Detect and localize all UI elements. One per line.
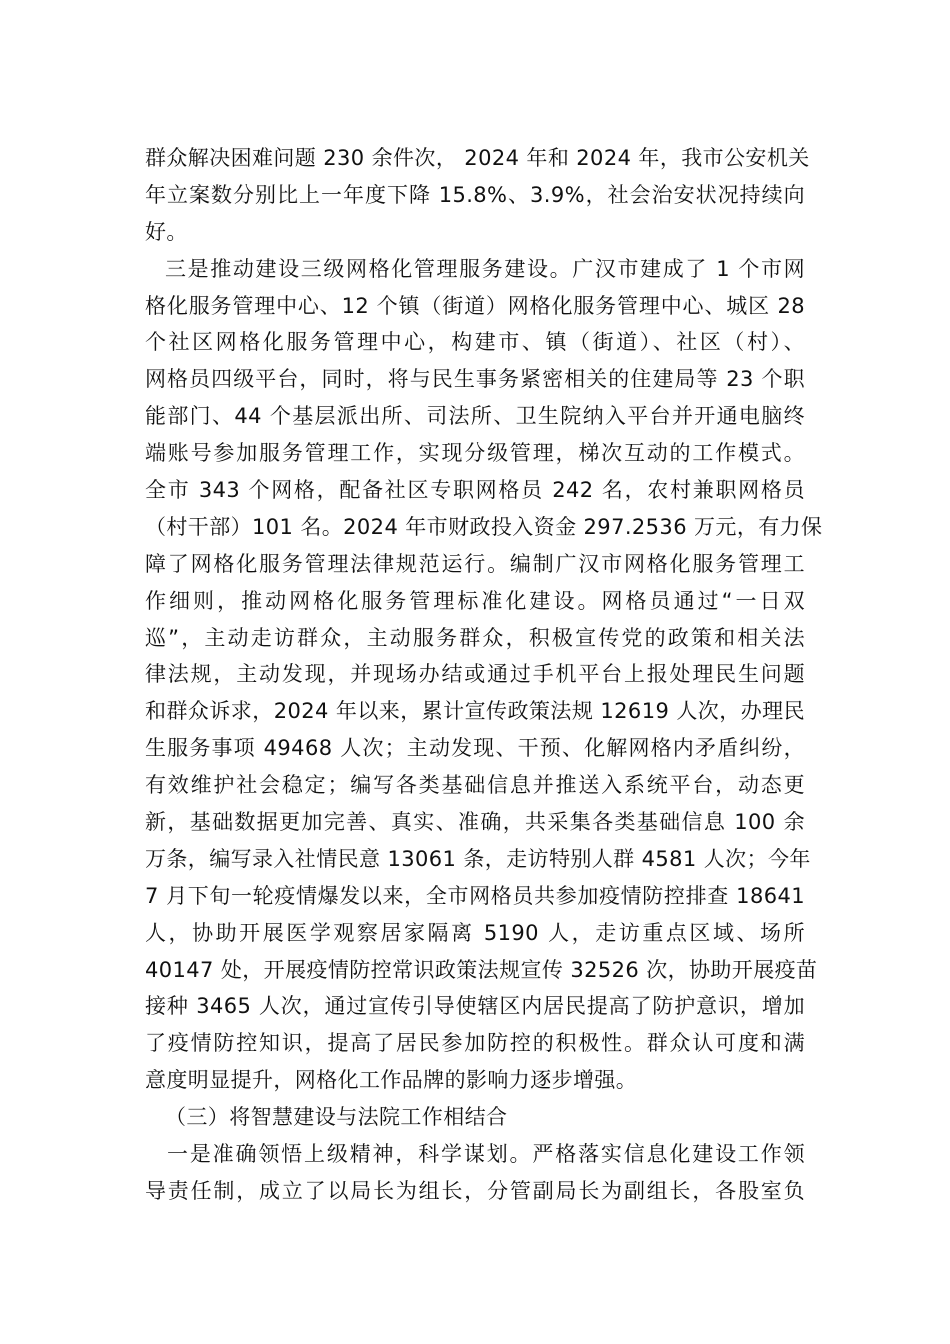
- text-line: 好。: [145, 219, 188, 244]
- text-line: 个社区网格化服务管理中心，构建市、镇（街道）、社区（村）、: [145, 330, 805, 355]
- text-line: 40147 处，开展疫情防控常识政策法规宣传 32526 次，协助开展疫苗: [145, 957, 818, 982]
- text-line: （村干部）101 名。2024 年市财政投入资金 297.2536 万元，有力保: [145, 514, 823, 539]
- text-line: 了疫情防控知识，提高了居民参加防控的积极性。群众认可度和满: [145, 1031, 805, 1056]
- text-line: 作细则，推动网格化服务管理标准化建设。网格员通过“一日双: [145, 588, 805, 613]
- text-line: 新，基础数据更加完善、真实、准确，共采集各类基础信息 100 余: [145, 810, 805, 835]
- text-line: 三是推动建设三级网格化管理服务建设。广汉市建成了 1 个市网: [165, 256, 805, 281]
- text-line: 接种 3465 人次，通过宣传引导使辖区内居民提高了防护意识，增加: [145, 994, 805, 1019]
- text-line: 人，协助开展医学观察居家隔离 5190 人，走访重点区域、场所: [145, 920, 805, 945]
- text-line: 网格员四级平台，同时，将与民生事务紧密相关的住建局等 23 个职: [145, 367, 805, 392]
- text-line: 生服务事项 49468 人次；主动发现、干预、化解网格内矛盾纠纷，: [145, 736, 805, 761]
- text-line: 端账号参加服务管理工作，实现分级管理，梯次互动的工作模式。: [145, 441, 805, 466]
- text-line: 群众解决困难问题 230 余件次， 2024 年和 2024 年，我市公安机关: [145, 146, 810, 170]
- text-line: 障了网格化服务管理法律规范运行。编制广汉市网格化服务管理工: [145, 551, 805, 576]
- text-line: 能部门、44 个基层派出所、司法所、卫生院纳入平台并开通电脑终: [145, 404, 805, 429]
- text-line: 格化服务管理中心、12 个镇（街道）网格化服务管理中心、城区 28: [145, 293, 805, 318]
- text-line: 和群众诉求，2024 年以来，累计宣传政策法规 12619 人次，办理民: [145, 699, 805, 724]
- text-line: 导责任制，成立了以局长为组长，分管副局长为副组长，各股室负: [145, 1178, 805, 1203]
- document-body: [145, 140, 823, 1210]
- section-heading: （三）将智慧建设与法院工作相结合: [165, 1105, 508, 1130]
- text-line: 7 月下旬一轮疫情爆发以来，全市网格员共参加疫情防控排查 18641: [145, 883, 805, 908]
- text-line: 一是准确领悟上级精神，科学谋划。严格落实信息化建设工作领: [167, 1142, 805, 1167]
- text-line: 律法规，主动发现，并现场办结或通过手机平台上报处理民生问题: [145, 662, 805, 687]
- text-line: 万条，编写录入社情民意 13061 条，走访特别人群 4581 人次；今年: [145, 846, 811, 871]
- text-line: 有效维护社会稳定；编写各类基础信息并推送入系统平台，动态更: [145, 773, 805, 798]
- text-line: 全市 343 个网格，配备社区专职网格员 242 名，农村兼职网格员: [145, 478, 805, 503]
- text-line: 意度明显提升，网格化工作品牌的影响力逐步增强。: [145, 1068, 638, 1093]
- text-line: 巡”，主动走访群众，主动服务群众，积极宣传党的政策和相关法: [145, 625, 805, 650]
- text-line: 年立案数分别比上一年度下降 15.8%、3.9%，社会治安状况持续向: [145, 182, 805, 207]
